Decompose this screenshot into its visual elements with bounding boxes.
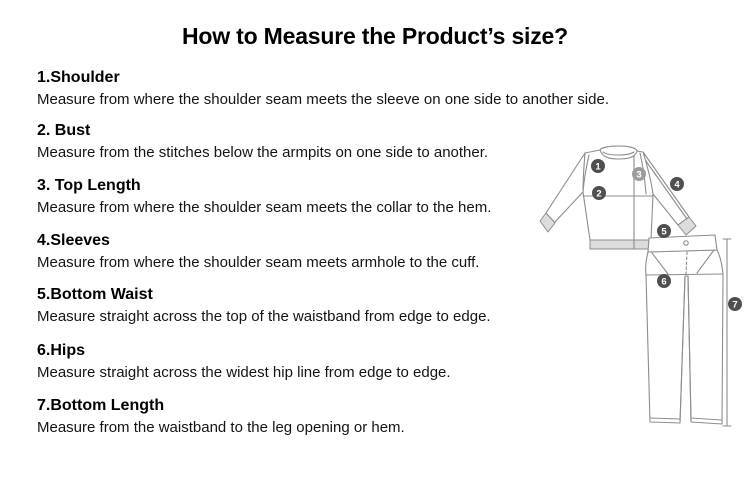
section-shoulder	[37, 69, 697, 107]
section-heading: 1.Shoulder	[37, 69, 120, 86]
section-heading: 4.Sleeves	[37, 232, 110, 249]
marker-sleeves	[670, 177, 684, 191]
section-heading: 6.Hips	[37, 342, 86, 359]
pants-waistband	[648, 235, 717, 252]
section-description: Measure from the stitches below the armpits on one side to another.	[37, 144, 489, 161]
marker-shoulder	[591, 159, 605, 173]
section-description: Measure straight across the widest hip line from edge to edge.	[37, 364, 451, 381]
svg-text:2: 2	[596, 188, 602, 200]
section-description: Measure from where the shoulder seam meets the sleeve on one side to another side.	[37, 91, 609, 108]
svg-text:1: 1	[595, 161, 601, 173]
pants-body	[646, 250, 723, 424]
bottom-length-measure-line	[723, 239, 731, 426]
svg-text:5: 5	[661, 226, 667, 238]
section-description: Measure from the waistband to the leg opening or hem.	[37, 419, 405, 436]
marker-top-length	[632, 167, 646, 181]
sweater-collar	[600, 146, 637, 159]
marker-bust	[592, 186, 606, 200]
svg-text:6: 6	[661, 276, 667, 288]
garment-measurement-diagram	[538, 143, 750, 435]
svg-text:7: 7	[732, 299, 738, 311]
page-title: How to Measure the Product’s size?	[182, 23, 568, 49]
section-description: Measure straight across the top of the waistband from edge to edge.	[37, 308, 491, 325]
svg-text:4: 4	[674, 179, 680, 191]
section-heading: 5.Bottom Waist	[37, 286, 153, 303]
section-heading: 7.Bottom Length	[37, 397, 165, 414]
pants-illustration	[646, 235, 731, 426]
section-heading: 3. Top Length	[37, 177, 141, 194]
section-heading: 2. Bust	[37, 122, 91, 139]
sweater-illustration	[540, 146, 696, 249]
section-description: Measure from where the shoulder seam meets armhole to the cuff.	[37, 254, 480, 271]
marker-hips	[657, 274, 671, 288]
marker-bottom-length	[728, 297, 742, 311]
section-description: Measure from where the shoulder seam meets the collar to the hem.	[37, 199, 492, 216]
sweater-hem-band	[590, 240, 651, 249]
svg-text:3: 3	[636, 169, 642, 181]
marker-bottom-waist	[657, 224, 671, 238]
